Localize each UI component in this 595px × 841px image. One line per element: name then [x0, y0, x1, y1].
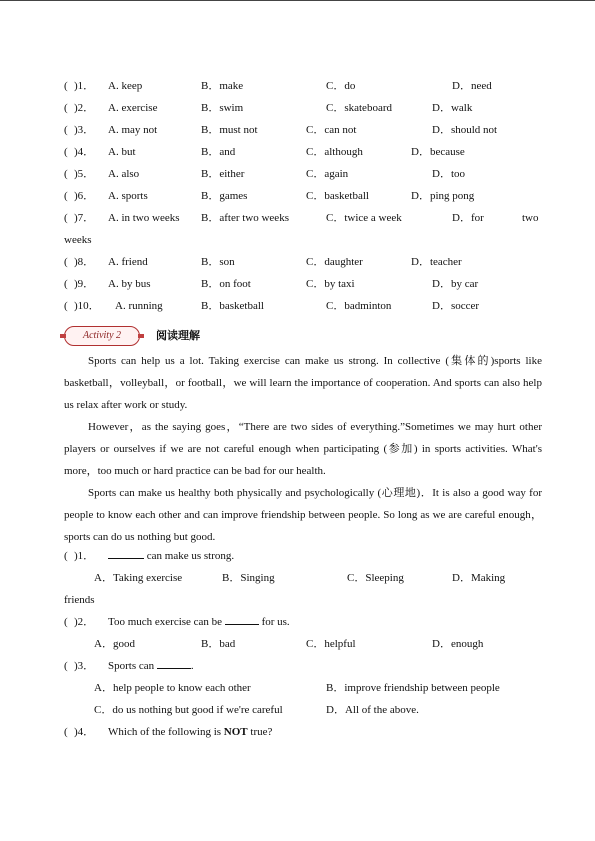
question-4: [64, 724, 542, 746]
option-b: B．bad: [201, 638, 236, 650]
option-a: A. running: [115, 300, 163, 312]
answer-paren: (: [64, 212, 68, 224]
stem-text-end: true?: [247, 726, 273, 738]
item-number: )3．: [74, 124, 95, 136]
option-d: D．should not: [432, 124, 498, 136]
option-a: A. also: [108, 168, 140, 180]
option-d: D．soccer: [432, 300, 480, 312]
question-number: )1．: [74, 550, 95, 562]
passage-paragraph-3: Sports can make us healthy both physically and psychologically (心理地)．It is also a good way for people to know each other and can improve friendship between people. So long as we are careful enough，sports can do us nothing but good.: [64, 487, 542, 543]
activity-badge: Activity 2: [64, 326, 140, 346]
stem-text: Too much exercise can be: [108, 616, 225, 628]
answer-paren: (: [64, 726, 68, 738]
question-stem: [108, 658, 194, 674]
item-number: )2．: [74, 102, 95, 114]
option-b: B．son: [201, 256, 235, 268]
answer-paren: (: [64, 300, 68, 312]
option-d: D．for: [452, 212, 484, 224]
option-c: C．twice a week: [326, 212, 402, 224]
stem-text: Sports can: [108, 660, 157, 672]
cloze-item-3: [64, 122, 542, 144]
answer-paren: (: [64, 190, 68, 202]
option-c: C．skateboard: [326, 102, 392, 114]
option-a: A. but: [108, 146, 136, 158]
option-b: B．basketball: [201, 300, 264, 312]
answer-paren: (: [64, 256, 68, 268]
item-number: )6．: [74, 190, 95, 202]
option-c: C．helpful: [306, 638, 356, 650]
stem-text: Which of the following is: [108, 726, 224, 738]
answer-paren: (: [64, 616, 68, 628]
option-b: B．make: [201, 80, 244, 92]
stem-text-end: .: [190, 660, 194, 672]
cloze-item-9: [64, 276, 542, 298]
option-a: A. keep: [108, 80, 143, 92]
question-number: )2．: [74, 616, 95, 628]
cloze-item-4: [64, 144, 542, 166]
stem-emphasis: NOT: [223, 726, 248, 738]
cloze-item-6: [64, 188, 542, 210]
activity-heading: [64, 324, 542, 350]
option-d-wrap: weeks: [64, 234, 92, 246]
question-stem: [108, 614, 290, 630]
cloze-item-1: [64, 78, 542, 100]
option-a: A. friend: [108, 256, 148, 268]
option-b: B．after two weeks: [201, 212, 289, 224]
cloze-item-10: [64, 298, 542, 320]
option-b: B．Singing: [222, 572, 275, 584]
item-number: )5．: [74, 168, 95, 180]
option-d: D．too: [432, 168, 465, 180]
section-title: 阅读理解: [156, 329, 200, 342]
cloze-item-7: [64, 210, 542, 232]
option-b: B．and: [201, 146, 236, 158]
option-c: C．by taxi: [306, 278, 355, 290]
option-d-wrap: friends: [64, 594, 95, 606]
option-d: D．ping pong: [411, 190, 475, 202]
item-number: )8．: [74, 256, 95, 268]
item-number: )1．: [74, 80, 95, 92]
question-1-options: [64, 570, 542, 592]
option-a: A. in two weeks: [108, 212, 180, 224]
option-d: D．enough: [432, 638, 484, 650]
question-stem: [108, 724, 272, 740]
cloze-item-8: [64, 254, 542, 276]
stem-text-end: for us.: [258, 616, 290, 628]
question-stem: [108, 548, 234, 564]
answer-paren: (: [64, 146, 68, 158]
answer-blank: [157, 658, 191, 669]
cloze-item-2: [64, 100, 542, 122]
passage-paragraph-2: However，as the saying goes，“There are two sides of everything.”Sometimes we may hurt other players or ourselves if we are not careful enough when participating (参加) in sports activities. What's more，too much or hard practice can be bad for our health.: [64, 421, 542, 477]
cloze-item-5: [64, 166, 542, 188]
item-number: )9．: [74, 278, 95, 290]
option-a: A．help people to know each other: [94, 682, 251, 694]
option-c: C．badminton: [326, 300, 392, 312]
question-3: [64, 658, 542, 680]
item-number: )7．: [74, 212, 95, 224]
option-a: A. sports: [108, 190, 148, 202]
cloze-section: [64, 78, 542, 320]
option-b: B．must not: [201, 124, 258, 136]
passage-paragraph-1: Sports can help us a lot. Taking exercise can make us strong. In collective (集体的)sports like basketball，volleyball，or football，we will learn the importance of cooperation. And sports can also help us relax after work or study.: [64, 355, 542, 411]
option-b: B．improve friendship between people: [326, 682, 500, 694]
option-d: D．teacher: [411, 256, 462, 268]
option-c: C．basketball: [306, 190, 369, 202]
question-number: )4．: [74, 726, 95, 738]
question-2: [64, 614, 542, 636]
stem-text: can make us strong.: [144, 550, 235, 562]
option-d: D．by car: [432, 278, 479, 290]
question-1: [64, 548, 542, 570]
question-3-options-row1: [64, 680, 542, 702]
option-d-tail: two: [522, 212, 539, 224]
option-a: A. may not: [108, 124, 158, 136]
option-c: C．do us nothing but good if we're careful: [94, 704, 283, 716]
option-c: C．do: [326, 80, 356, 92]
option-c: C．daughter: [306, 256, 363, 268]
answer-paren: (: [64, 278, 68, 290]
option-d: D．walk: [432, 102, 473, 114]
answer-paren: (: [64, 102, 68, 114]
answer-paren: (: [64, 660, 68, 672]
item-number: )4．: [74, 146, 95, 158]
answer-paren: (: [64, 124, 68, 136]
answer-blank: [108, 548, 144, 559]
question-2-options: [64, 636, 542, 658]
answer-paren: (: [64, 168, 68, 180]
option-d: D．need: [452, 80, 492, 92]
question-number: )3．: [74, 660, 95, 672]
option-c: C．can not: [306, 124, 357, 136]
option-a: A. exercise: [108, 102, 158, 114]
top-rule: [0, 0, 595, 1]
question-3-options-row2: [64, 702, 542, 724]
option-d: D．All of the above.: [326, 704, 419, 716]
option-a: A．good: [94, 638, 135, 650]
item-number: )10．: [74, 300, 100, 312]
reading-passage: [64, 350, 542, 548]
option-b: B．games: [201, 190, 248, 202]
option-a: A. by bus: [108, 278, 151, 290]
option-b: B．either: [201, 168, 245, 180]
option-a: A．Taking exercise: [94, 572, 183, 584]
reading-questions: [64, 548, 542, 746]
option-d: D．Making: [452, 572, 506, 584]
option-c: C．Sleeping: [347, 572, 404, 584]
option-c: C．again: [306, 168, 349, 180]
option-d: D．because: [411, 146, 465, 158]
option-b: B．on foot: [201, 278, 251, 290]
option-c: C．although: [306, 146, 363, 158]
answer-paren: (: [64, 80, 68, 92]
option-b: B．swim: [201, 102, 244, 114]
answer-blank: [225, 614, 259, 625]
answer-paren: (: [64, 550, 68, 562]
worksheet: [64, 78, 542, 746]
